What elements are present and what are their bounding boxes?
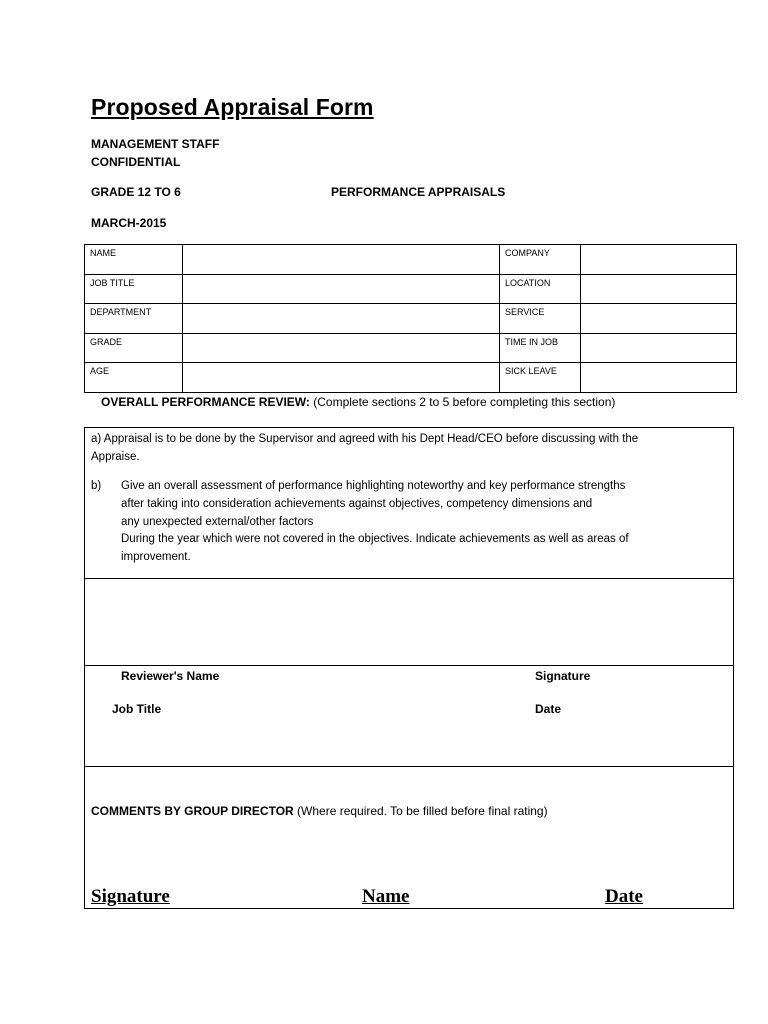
instruction-b-line5: improvement. (121, 551, 191, 563)
grade-range-label: GRADE 12 TO 6 (91, 185, 181, 199)
info-label: LOCATION (500, 274, 581, 304)
info-row (85, 363, 737, 393)
info-label: GRADE (85, 333, 183, 363)
confidential-label: CONFIDENTIAL (91, 155, 181, 169)
info-value-field[interactable] (581, 274, 737, 304)
info-label: SICK LEAVE (500, 363, 581, 393)
info-value-field[interactable] (581, 363, 737, 393)
info-value-field[interactable] (183, 333, 500, 363)
info-value-field[interactable] (183, 245, 500, 275)
footer-name-label: Name (362, 886, 410, 907)
instruction-b-line1: Give an overall assessment of performance highlighting noteworthy and key performance strengths (121, 480, 626, 492)
group-director-heading (91, 804, 548, 818)
form-title: Proposed Appraisal Form (91, 94, 374, 120)
management-staff-label: MANAGEMENT STAFF (91, 137, 220, 151)
instruction-b-line3: any unexpected external/other factors (121, 516, 314, 528)
info-label: COMPANY (500, 245, 581, 275)
info-row (85, 333, 737, 363)
reviewer-name-label: Reviewer's Name (121, 669, 220, 683)
instruction-b-line4: During the year which were not covered in the objectives. Indicate achievements as well as areas of (121, 533, 629, 545)
reviewer-date-label: Date (535, 702, 562, 716)
group-director-title: COMMENTS BY GROUP DIRECTOR (91, 804, 294, 818)
info-label: JOB TITLE (85, 274, 183, 304)
info-value-field[interactable] (581, 245, 737, 275)
group-director-note: (Where required. To be filled before final rating) (293, 804, 548, 818)
info-label: AGE (85, 363, 183, 393)
footer-signature-label: Signature (91, 886, 170, 907)
info-value-field[interactable] (183, 304, 500, 334)
overall-review-title: OVERALL PERFORMANCE REVIEW: (101, 395, 310, 409)
performance-appraisals-label: PERFORMANCE APPRAISALS (331, 185, 506, 199)
instruction-b-marker: b) (91, 480, 102, 492)
info-label: DEPARTMENT (85, 304, 183, 334)
instructions-box (84, 427, 734, 579)
instruction-a-line2: Appraise. (91, 451, 140, 463)
assessment-entry-area[interactable] (84, 578, 734, 666)
instruction-b-line2: after taking into consideration achievements against objectives, competency dimensions and (121, 498, 593, 510)
footer-date-label: Date (605, 886, 643, 907)
reviewer-box (84, 665, 734, 767)
reviewer-job-title-label: Job Title (112, 702, 162, 716)
group-director-box (84, 766, 734, 909)
info-row (85, 304, 737, 334)
instruction-a-line1: a) Appraisal is to be done by the Supervisor and agreed with his Dept Head/CEO before discussing with the (91, 433, 639, 445)
info-row (85, 274, 737, 304)
info-label: SERVICE (500, 304, 581, 334)
overall-review-heading (101, 395, 615, 409)
info-value-field[interactable] (581, 304, 737, 334)
info-label: NAME (85, 245, 183, 275)
info-value-field[interactable] (183, 363, 500, 393)
info-label: TIME IN JOB (500, 333, 581, 363)
reviewer-signature-label: Signature (535, 669, 591, 683)
overall-review-note: (Complete sections 2 to 5 before completing this section) (309, 395, 616, 409)
info-row (85, 245, 737, 275)
info-value-field[interactable] (183, 274, 500, 304)
employee-info-table (84, 244, 737, 393)
info-value-field[interactable] (581, 333, 737, 363)
form-date-label: MARCH-2015 (91, 216, 167, 230)
